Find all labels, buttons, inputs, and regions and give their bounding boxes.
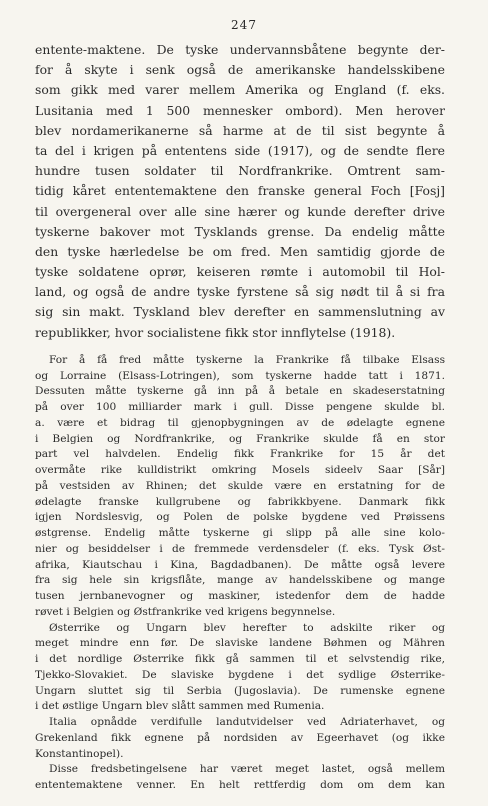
small-text-line: Konstantinopel). [35,747,124,760]
text-line: for å skyte i senk også de amerikanske handelsskibene [35,62,445,78]
small-text-line: a. være et bidrag til gjenopbygningen av de ødelagte egnene [35,416,445,429]
small-text-line: Ungarn sluttet sig til Serbia (Jugoslavia). De rumenske egnene [35,684,445,697]
text-line: tyskerne bakover mot Tysklands grense. Da endelig måtte [35,223,445,239]
small-text-line: For å få fred måtte tyskerne la Frankrike få tilbake Elsass [49,353,445,366]
text-line: som gikk med varer mellem Amerika og England (f. eks. [35,82,445,98]
small-text-line: part vel halvdelen. Endelig fikk Frankrike for 15 år det [35,448,445,461]
small-text-line: i det nordlige Østerrike fikk gå sammen til et selvstendig rike, [35,653,445,666]
small-text-line: røvet i Belgien og Østfrankrike ved krigens begynnelse. [35,605,336,618]
text-line: hundre tusen soldater til Nordfrankrike. Omtrent sam- [35,163,445,179]
small-text-line: igjen Nordslesvig, og Polen de polske bygdene ved Prøissens [35,511,445,524]
text-line: tidig kåret ententemaktene den franske general Foch [Fosj] [35,183,445,199]
small-text-line: Dessuten måtte tyskerne gå inn på å betale en skadeserstatning [35,385,445,398]
text-line: ta del i krigen på ententens side (1917), og de sendte flere [35,142,445,158]
text-line: tyske soldatene oprør, keiseren rømte i automobil til Hol- [35,264,445,280]
text-line: blev nordamerikanerne så harme at de til sist begynte å [35,122,445,138]
small-text-line: ententemaktene venner. En helt rettferdig dom om dem kan [35,779,445,792]
small-text-line: og Lorraine (Elsass-Lotringen), som tyskerne hadde tatt i 1871. [35,369,445,382]
text-line: Lusitania med 1 500 mennesker ombord). Men herover [35,102,445,118]
small-text-line: Disse fredsbetingelsene har været meget lastet, også mellem [49,763,445,776]
text-line: land, og også de andre tyske fyrstene så sig nødt til å si fra [35,284,445,300]
small-print-section [35,353,445,794]
small-text-line: tusen jernbanevogner og maskiner, istedenfor dem de hadde [35,590,445,603]
main-text [35,40,445,343]
small-text-line: meget mindre enn før. De slaviske landene Bøhmen og Mähren [35,637,445,650]
small-text-line: på vestsiden av Rhinen; det skulde være en erstatning for de [35,479,445,492]
small-text-line: i Belgien og Nordfrankrike, og Frankrike skulde få en stor [35,432,445,445]
small-text-line: Østerrike og Ungarn blev herefter to adskilte riker og [49,621,445,634]
text-line: til overgeneral over alle sine hærer og kunde derefter drive [35,203,445,219]
page-body [35,40,445,794]
small-text-line: Grekenland fikk egnene på nordsiden av Egeerhavet (og ikke [35,731,445,744]
small-text-line: Italia opnådde verdifulle landutvidelser ved Adriaterhavet, og [49,716,445,729]
small-text-line: nier og besiddelser i de fremmede verdensdeler (f. eks. Tysk Øst- [35,542,445,555]
small-text-line: Tjekko-Slovakiet. De slaviske bygdene i det sydlige Østerrike- [35,668,445,681]
small-text-line: ødelagte franske kullgrubene og fabrikkbyene. Danmark fikk [35,495,445,508]
small-text-line: i det østlige Ungarn blev slått sammen med Rumenia. [35,700,325,713]
small-text-line: østgrense. Endelig måtte tyskerne gi slipp på alle sine kolo- [35,527,445,540]
text-line: republikker, hvor socialistene fikk stor innflytelse (1918). [35,324,396,340]
small-text-line: på over 100 milliarder mark i gull. Disse pengene skulde bl. [35,401,445,414]
page-number: 247 [231,18,257,32]
small-text-line: fra sig hele sin krigsflåte, mange av handelsskibene og mange [35,574,445,587]
text-line: den tyske hærledelse be om fred. Men samtidig gjorde de [35,243,445,259]
small-text-line: overmåte rike kulldistrikt omkring Mosels sideelv Saar [Sår] [35,464,445,477]
text-line: entente-maktene. De tyske undervannsbåtene begynte der- [35,42,445,57]
small-text-line: afrika, Kiautschau i Kina, Bagdadbanen). De måtte også levere [35,558,445,571]
text-line: sig sin makt. Tyskland blev derefter en sammenslutning av [35,304,445,320]
